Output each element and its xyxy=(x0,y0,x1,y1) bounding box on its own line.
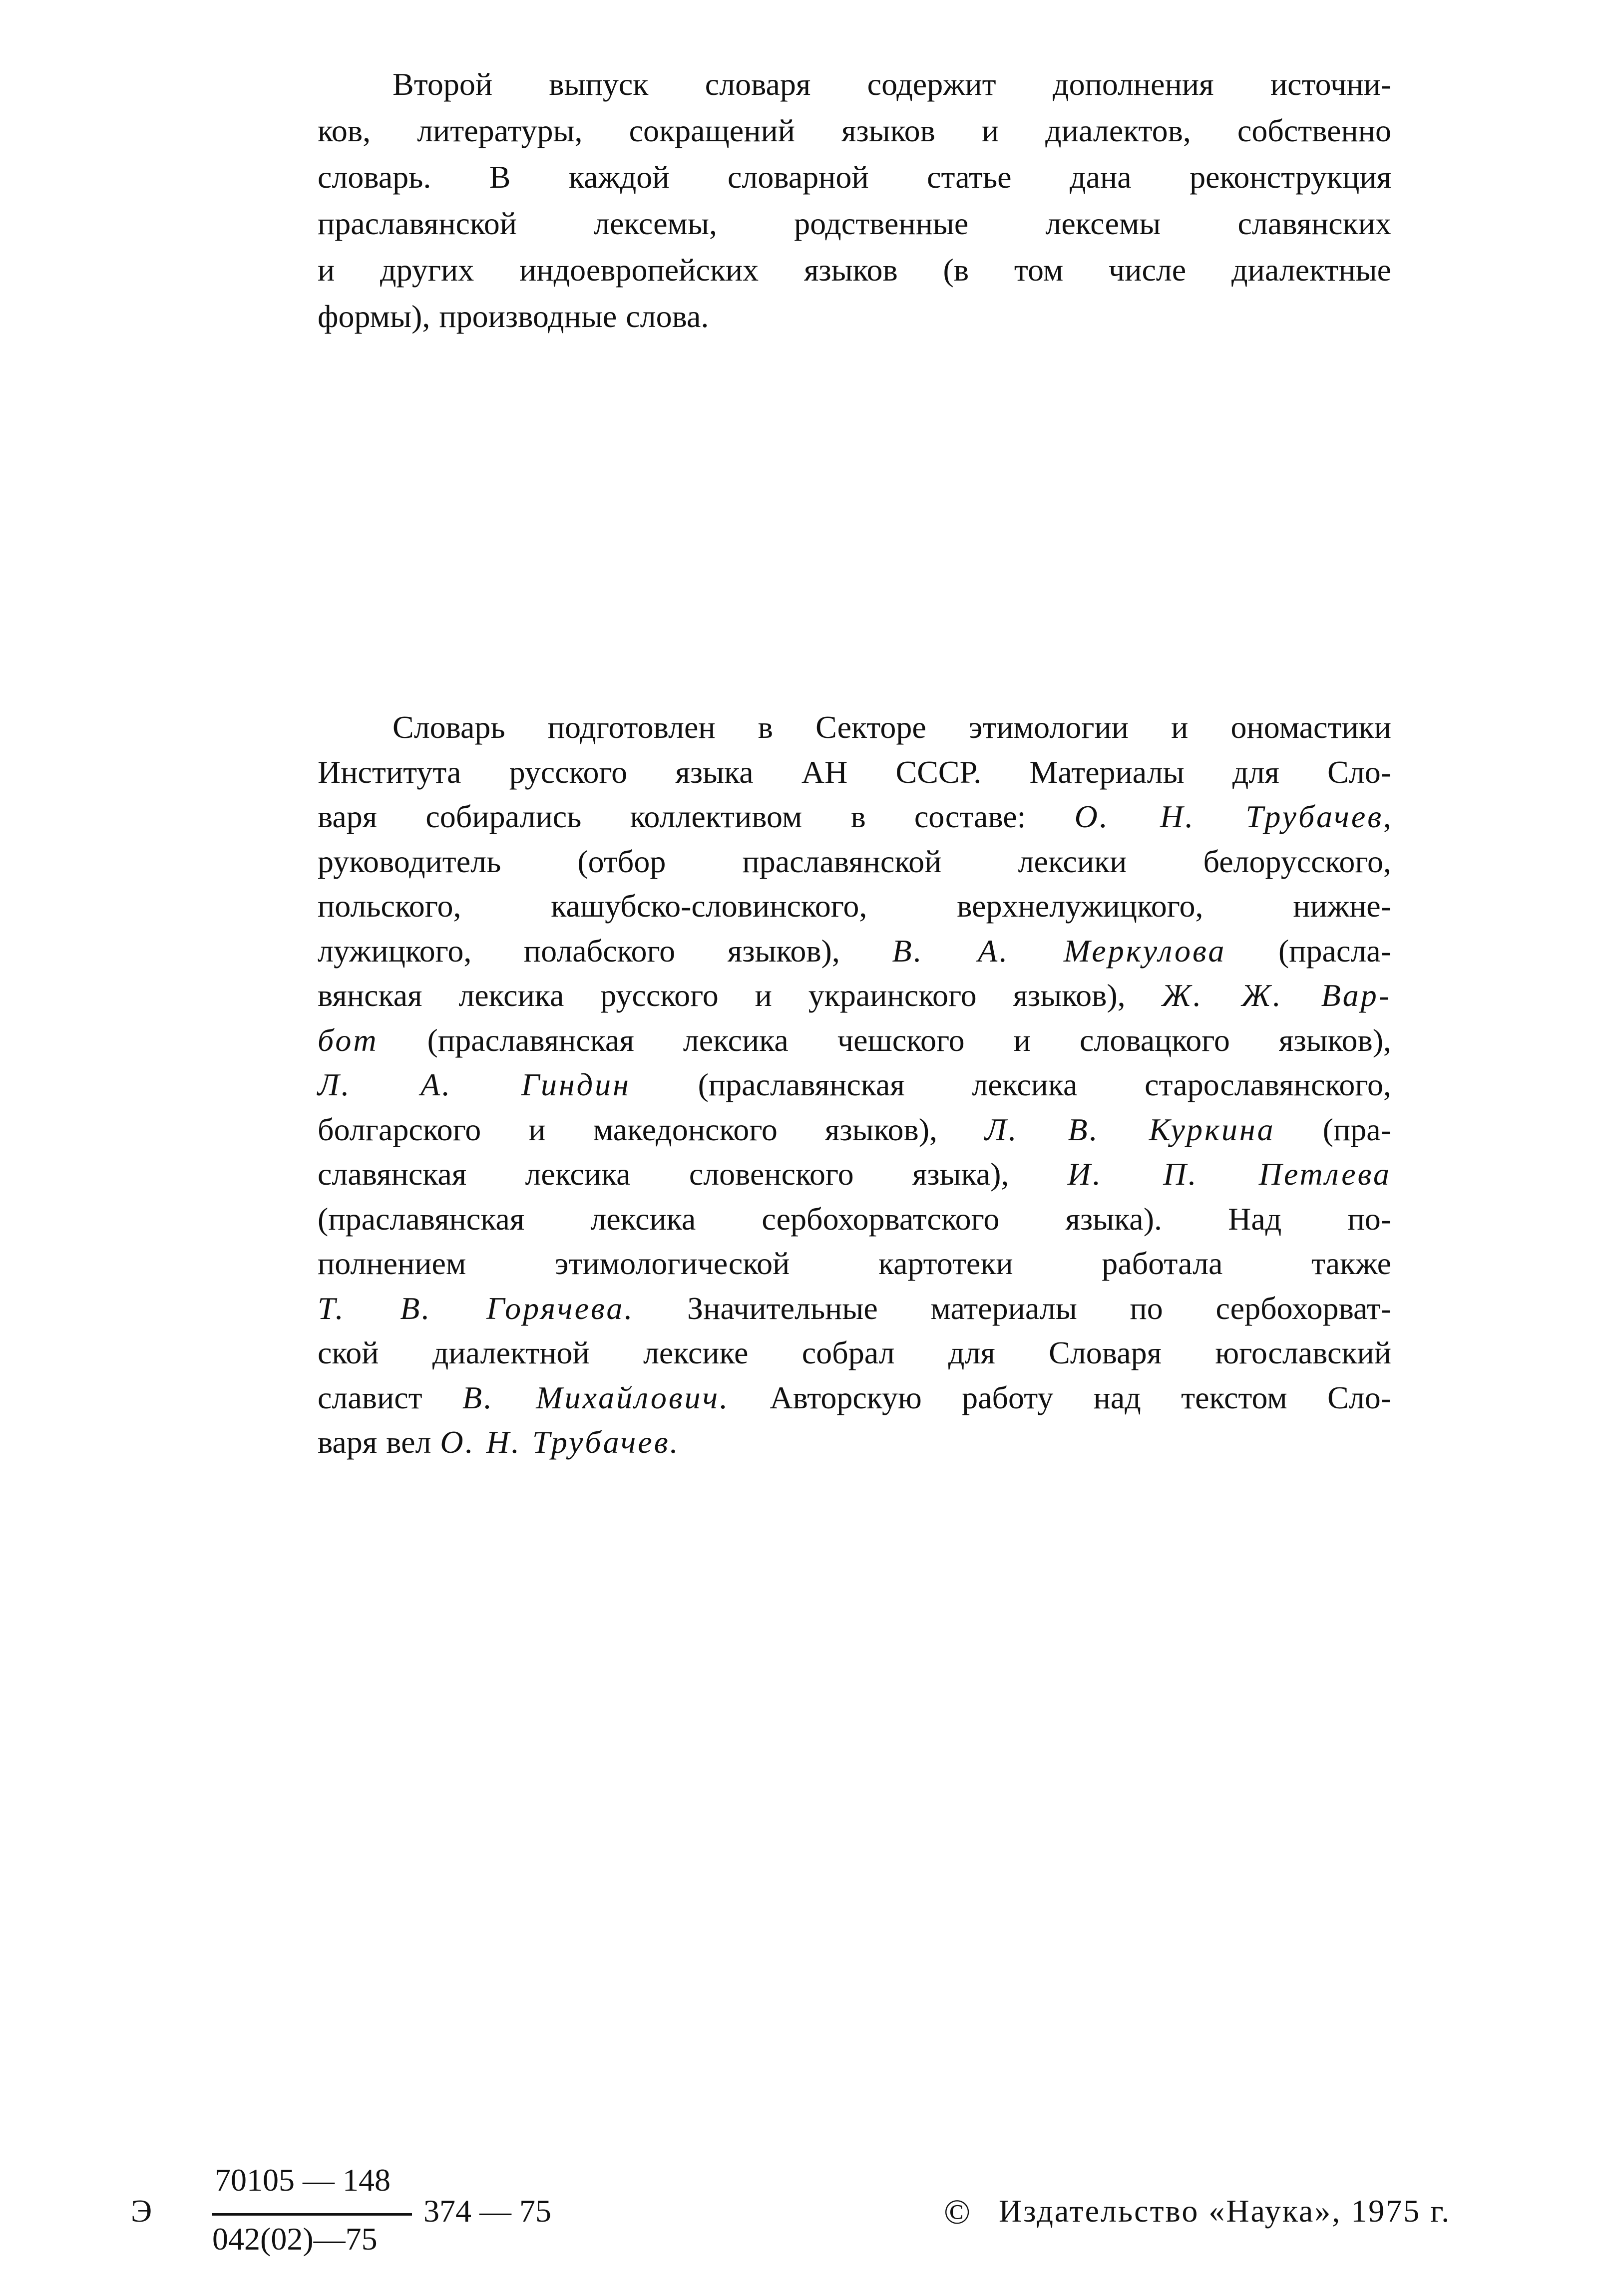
text-line xyxy=(318,107,1391,154)
credits-paragraph xyxy=(318,705,1391,1465)
text-segment: варя собирались коллективом в составе: xyxy=(318,799,1075,834)
author-name: В. А. Меркулова xyxy=(892,933,1226,969)
author-name: бот xyxy=(318,1022,379,1058)
text-line xyxy=(318,705,1391,750)
annotation-paragraph xyxy=(318,61,1391,339)
text-segment: болгарского и македонского языков), xyxy=(318,1111,985,1147)
text-segment: (праславянская лексика чешского и словацкого языков), xyxy=(378,1022,1391,1058)
text-line xyxy=(318,154,1391,200)
text-segment: (праславянская лексика сербохорватского языка). Над по- xyxy=(318,1201,1391,1237)
text-line xyxy=(318,247,1391,293)
copyright-text: Издательство «Наука», 1975 г. xyxy=(999,2193,1451,2229)
text-line xyxy=(318,1107,1391,1152)
author-name: О. Н. Трубачев. xyxy=(440,1424,680,1460)
author-name: О. Н. Трубачев xyxy=(1074,799,1384,834)
text-segment: Словарь подготовлен в Секторе этимологии и ономастики xyxy=(393,709,1391,745)
author-name: И. П. Петлева xyxy=(1067,1156,1391,1192)
author-name: Ж. Ж. Вар- xyxy=(1162,978,1392,1013)
text-segment: праславянской лексемы, родственные лексемы славянских xyxy=(318,206,1391,241)
text-segment: (праславянская лексика старославянского, xyxy=(630,1067,1391,1102)
author-name: Л. А. Гиндин xyxy=(318,1067,631,1102)
fraction-bar xyxy=(212,2213,412,2216)
index-letter: Э xyxy=(131,2193,152,2229)
author-name: Т. В. Горячева. xyxy=(318,1290,635,1326)
text-line xyxy=(318,794,1391,839)
classification-denominator: 042(02)—75 xyxy=(212,2221,378,2257)
text-line xyxy=(318,839,1391,884)
text-line xyxy=(318,750,1391,795)
text-segment: Авторскую работу над текстом Сло- xyxy=(730,1379,1391,1415)
text-segment: Значительные материалы по сербохорват- xyxy=(634,1290,1392,1326)
text-segment: полнением этимологической картотеки работала также xyxy=(318,1246,1391,1281)
text-line xyxy=(318,1241,1391,1286)
text-segment: (пра- xyxy=(1275,1111,1392,1147)
text-segment: лужицкого, полабского языков), xyxy=(318,933,892,969)
text-segment: варя вел xyxy=(318,1424,440,1460)
text-segment: (прасла- xyxy=(1226,933,1392,969)
text-segment: , xyxy=(1383,799,1392,834)
author-name: В. Михайлович. xyxy=(462,1379,730,1415)
text-line xyxy=(318,1375,1391,1420)
text-segment: вянская лексика русского и украинского языков), xyxy=(318,978,1162,1013)
text-line xyxy=(318,61,1391,107)
text-segment: руководитель (отбор праславянской лексики белорусского, xyxy=(318,843,1391,879)
text-segment: ской диалектной лексике собрал для Словаря югославский xyxy=(318,1335,1391,1370)
text-line xyxy=(318,929,1391,974)
text-segment: Института русского языка АН СССР. Материалы для Сло- xyxy=(318,754,1391,790)
text-segment: польского, кашубско-словинского, верхнелужицкого, нижне- xyxy=(318,888,1391,924)
text-segment: славянская лексика словенского языка), xyxy=(318,1156,1068,1192)
copyright-icon: © xyxy=(944,2193,971,2232)
text-line xyxy=(318,1197,1391,1242)
text-line xyxy=(318,1330,1391,1375)
text-segment: и других индоевропейских языков (в том числе диалектные xyxy=(318,252,1391,288)
classification-code: 374 — 75 xyxy=(423,2193,551,2229)
text-line xyxy=(318,1420,1391,1465)
text-line xyxy=(318,1018,1391,1063)
text-segment: словарь. В каждой словарной статье дана реконструкция xyxy=(318,159,1391,195)
text-segment: Второй выпуск словаря содержит дополнения источни- xyxy=(393,66,1391,102)
text-segment: ков, литературы, сокращений языков и диалектов, собственно xyxy=(318,113,1391,148)
classification-numerator: 70105 — 148 xyxy=(215,2162,391,2198)
author-name: Л. В. Куркина xyxy=(985,1111,1275,1147)
text-line xyxy=(318,1062,1391,1107)
text-line xyxy=(318,884,1391,929)
text-segment: славист xyxy=(318,1379,462,1415)
text-line xyxy=(318,200,1391,247)
text-line xyxy=(318,973,1391,1018)
text-line xyxy=(318,293,1391,339)
text-line xyxy=(318,1152,1391,1197)
text-segment: формы), производные слова. xyxy=(318,299,709,334)
text-line xyxy=(318,1286,1391,1331)
